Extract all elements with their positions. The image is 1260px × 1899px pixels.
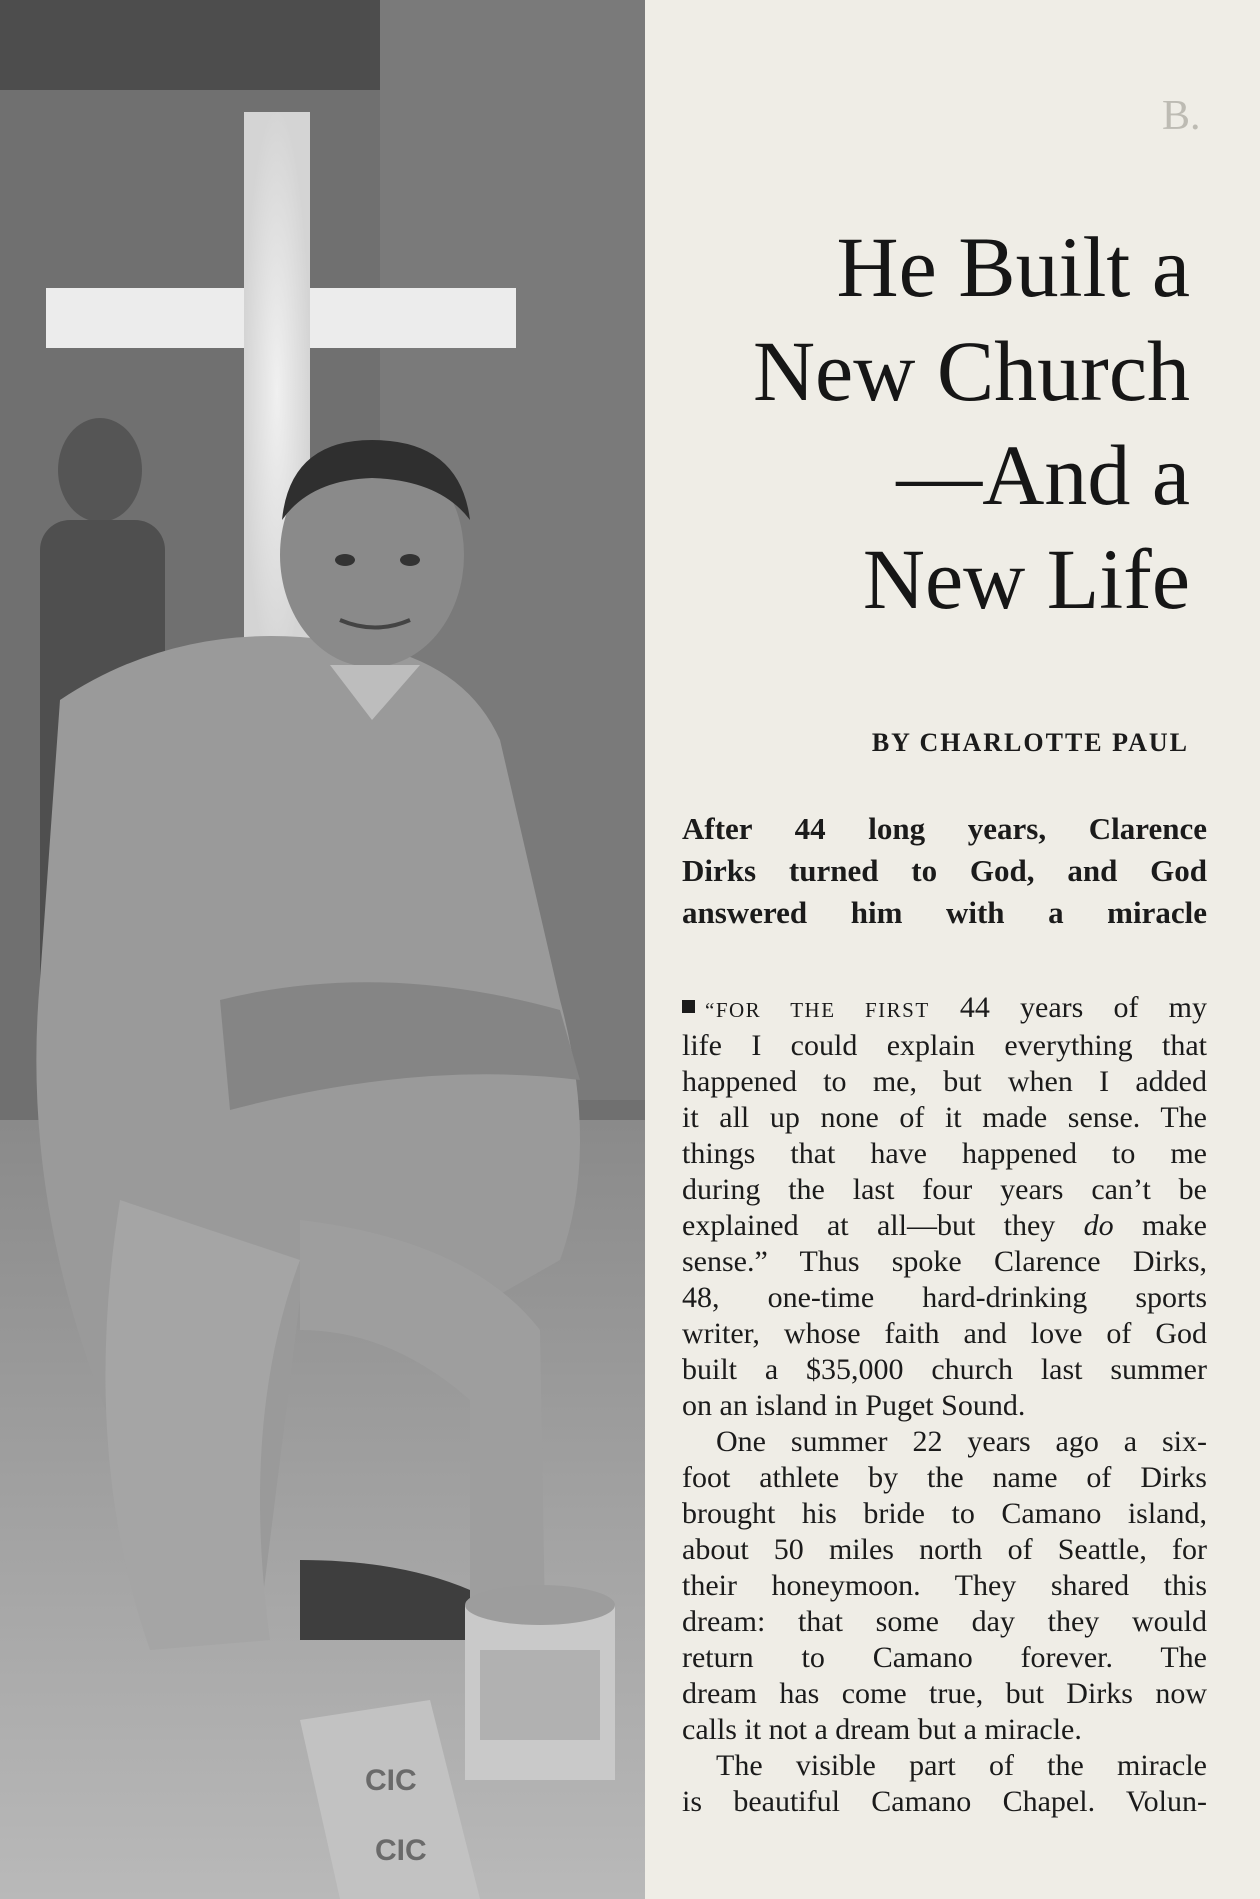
title-line: New Life <box>862 531 1190 627</box>
body-line: their honeymoon. They shared this <box>682 1569 1207 1602</box>
body-line: dream has come true, but Dirks now <box>682 1677 1207 1710</box>
body-line: happened to me, but when I added <box>682 1065 1207 1098</box>
title-line: He Built a <box>836 219 1190 315</box>
dek-line: After 44 long years, Clarence <box>682 811 1207 846</box>
byline: BY CHARLOTTE PAUL <box>871 728 1189 757</box>
title-line: New Church <box>752 323 1190 419</box>
body-line: return to Camano forever. The <box>682 1641 1207 1674</box>
dek-line: answered him with a miracle <box>682 895 1207 930</box>
article-title <box>665 215 1190 631</box>
body-line: calls it not a dream but a miracle. <box>682 1713 1082 1746</box>
body-text: 44 years of my <box>959 991 1207 1024</box>
body-text: make <box>1142 1209 1207 1242</box>
dek-line: Dirks turned to God, and God <box>682 853 1207 888</box>
body-line: foot athlete by the name of Dirks <box>682 1461 1207 1494</box>
emphasis-text: do <box>1083 1209 1114 1242</box>
body-line: it all up none of it made sense. The <box>682 1101 1207 1134</box>
svg-text:CIC: CIC <box>365 1764 417 1797</box>
body-line: life I could explain everything that <box>682 1029 1207 1062</box>
body-line: about 50 miles north of Seattle, for <box>682 1533 1207 1566</box>
lead-in-caps: “FOR THE FIRST <box>705 998 930 1022</box>
body-line: on an island in Puget Sound. <box>682 1389 1026 1422</box>
body-line: is beautiful Camano Chapel. Volun- <box>682 1785 1207 1818</box>
body-line: sense.” Thus spoke Clarence Dirks, <box>682 1245 1207 1278</box>
article-dek <box>682 808 1207 934</box>
article-body <box>682 990 1207 1820</box>
body-line: One summer 22 years ago a six- <box>716 1425 1207 1458</box>
body-line: built a $35,000 church last summer <box>682 1353 1207 1386</box>
body-line: writer, whose faith and love of God <box>682 1317 1207 1350</box>
body-line <box>682 1208 1207 1244</box>
body-line: things that have happened to me <box>682 1137 1207 1170</box>
title-line: —And a <box>896 427 1190 523</box>
body-line: dream: that some day they would <box>682 1605 1207 1638</box>
svg-text:CIC: CIC <box>375 1834 427 1867</box>
body-line: The visible part of the miracle <box>716 1749 1207 1782</box>
body-line <box>682 990 1207 1028</box>
show-through-letter: B. <box>1162 93 1201 139</box>
paragraph-marker-icon <box>682 1000 695 1013</box>
body-line: brought his bride to Camano island, <box>682 1497 1207 1530</box>
body-text: explained at all—but they <box>682 1209 1056 1242</box>
body-line: during the last four years can’t be <box>682 1173 1207 1206</box>
body-line: 48, one-time hard-drinking sports <box>682 1281 1207 1314</box>
